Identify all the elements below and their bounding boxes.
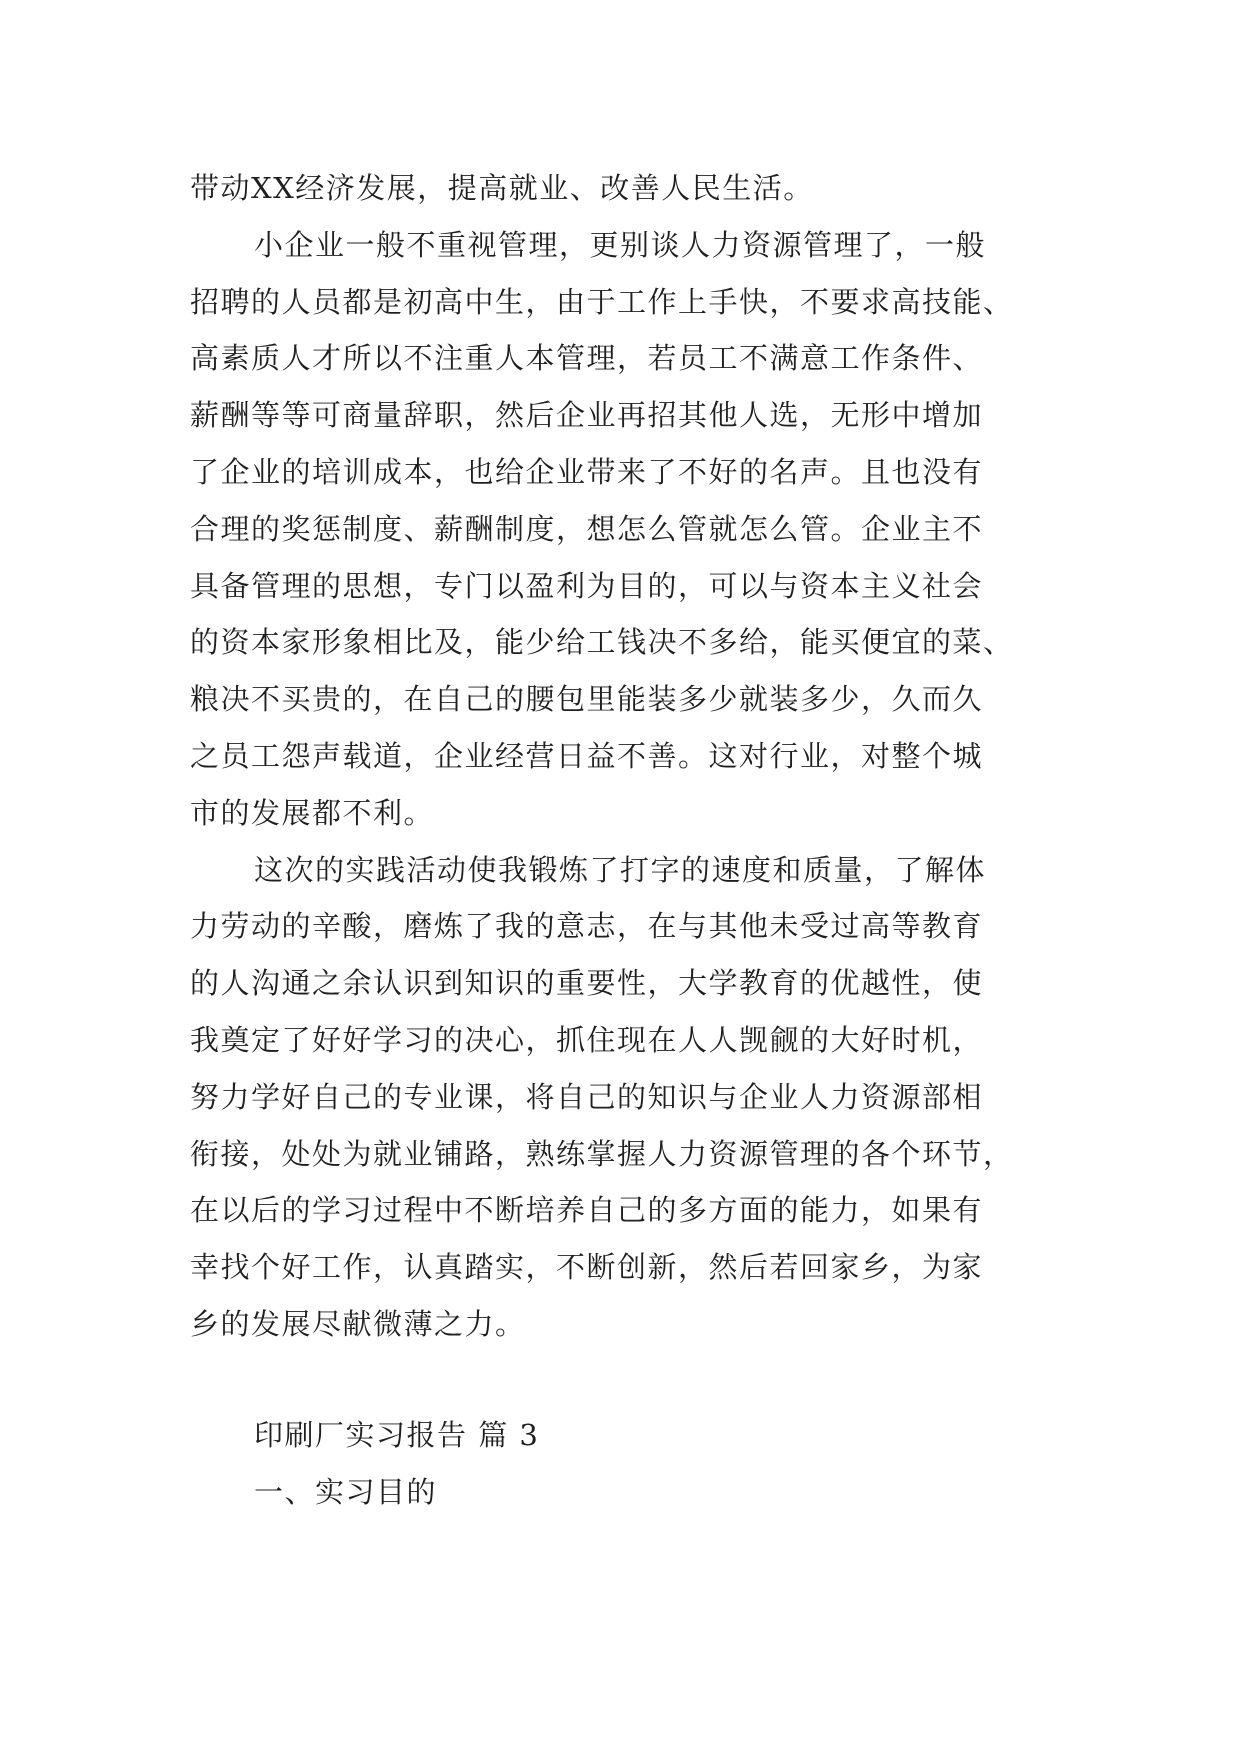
text-line: 乡的发展尽献微薄之力。 bbox=[190, 1306, 526, 1341]
text-line: 这次的实践活动使我锻炼了打字的速度和质量，了解体 bbox=[254, 852, 987, 887]
text-line: 具备管理的思想，专门以盈利为目的，可以与资本主义社会 bbox=[190, 568, 984, 603]
text-line: 我奠定了好好学习的决心，抓住现在人人觊觎的大好时机， bbox=[190, 1022, 984, 1057]
text-line: 带动XX经济发展，提高就业、改善人民生活。 bbox=[190, 171, 814, 205]
text-line: 的人沟通之余认识到知识的重要性，大学教育的优越性，使 bbox=[190, 966, 984, 1001]
text-line: 市的发展都不利。 bbox=[190, 795, 435, 830]
document-body bbox=[190, 160, 1060, 1520]
text-line: 了企业的培训成本，也给企业带来了不好的名声。且也没有 bbox=[190, 454, 984, 489]
text-line: 高素质人才所以不注重人本管理，若员工不满意工作条件、 bbox=[190, 341, 984, 376]
section-title: 印刷厂实习报告 篇 3 bbox=[254, 1417, 540, 1452]
paragraph-3 bbox=[190, 842, 1060, 1353]
text-line: 之员工怨声载道，企业经营日益不善。这对行业，对整个城 bbox=[190, 738, 984, 773]
paragraph-1 bbox=[190, 160, 1060, 217]
text-line: 幸找个好工作，认真踏实，不断创新，然后若回家乡，为家 bbox=[190, 1250, 984, 1285]
text-line: 在以后的学习过程中不断培养自己的多方面的能力，如果有 bbox=[190, 1193, 984, 1228]
text-line: 力劳动的辛酸，磨炼了我的意志，在与其他未受过高等教育 bbox=[190, 909, 984, 944]
paragraph-2 bbox=[190, 217, 1060, 842]
subsection-title: 一、实习目的 bbox=[254, 1474, 438, 1509]
text-line: 衔接，处处为就业铺路，熟练掌握人力资源管理的各个环节， bbox=[190, 1136, 1014, 1171]
text-line: 合理的奖惩制度、薪酬制度，想怎么管就怎么管。企业主不 bbox=[190, 511, 984, 546]
text-line: 的资本家形象相比及，能少给工钱决不多给，能买便宜的菜、 bbox=[190, 625, 1014, 660]
section-spacer bbox=[190, 1353, 1060, 1407]
text-line: 粮决不买贵的，在自己的腰包里能装多少就装多少，久而久 bbox=[190, 682, 984, 717]
text-line: 努力学好自己的专业课，将自己的知识与企业人力资源部相 bbox=[190, 1079, 984, 1114]
text-line: 小企业一般不重视管理，更别谈人力资源管理了，一般 bbox=[254, 227, 987, 262]
text-line: 招聘的人员都是初高中生，由于工作上手快，不要求高技能、 bbox=[190, 284, 1014, 319]
text-line: 薪酬等等可商量辞职，然后企业再招其他人选，无形中增加 bbox=[190, 398, 984, 433]
